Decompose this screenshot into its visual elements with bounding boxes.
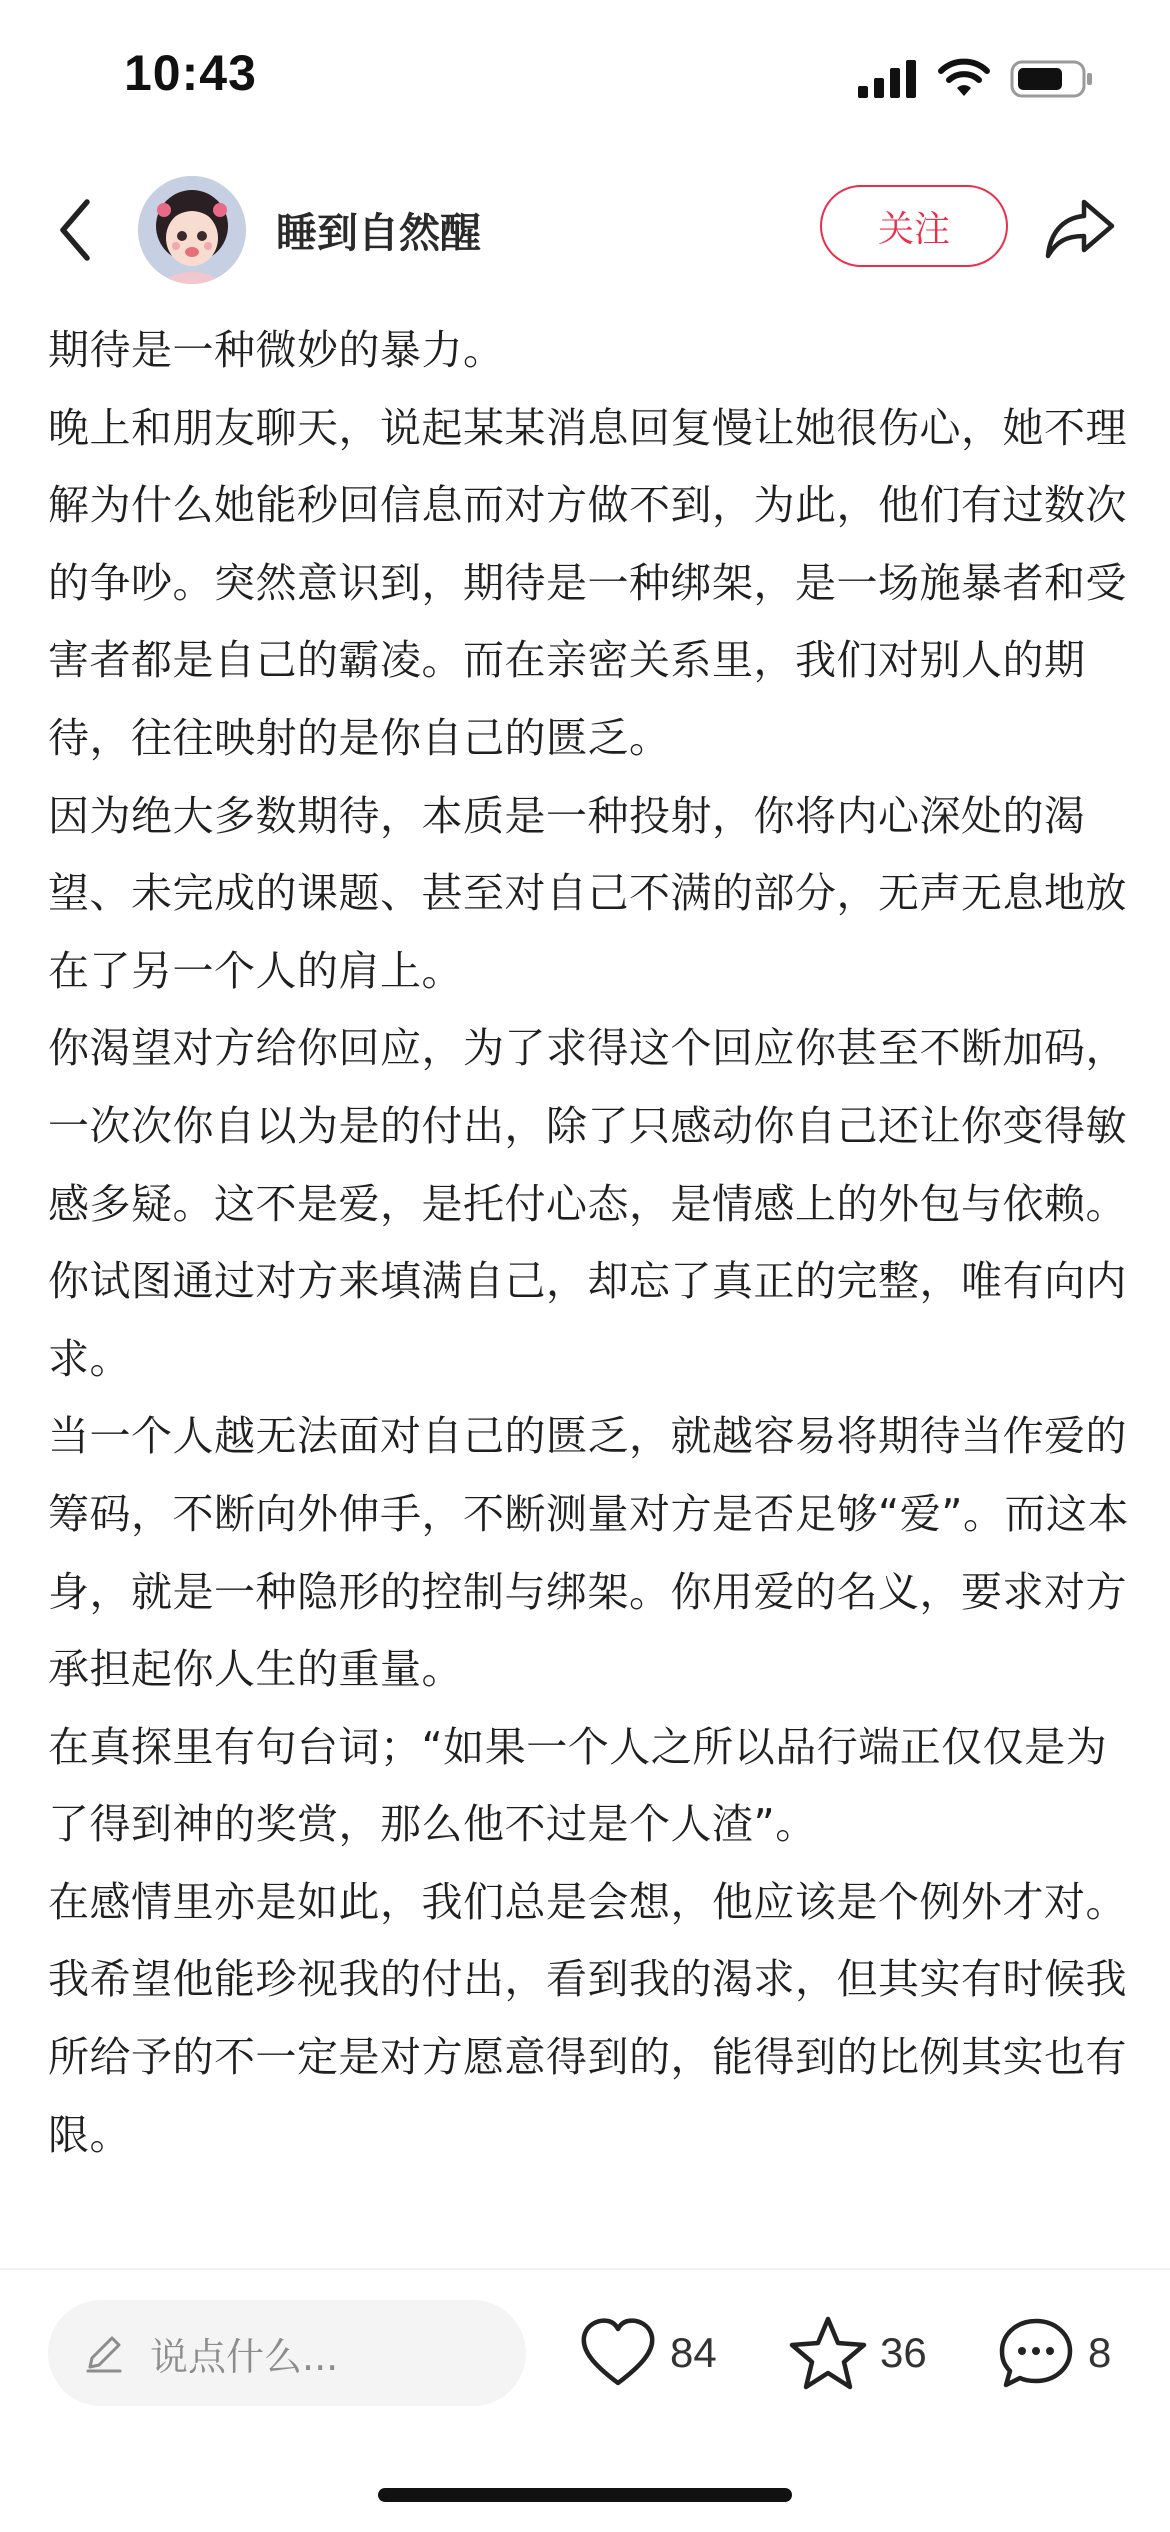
share-arrow-icon — [1044, 196, 1116, 260]
star-icon — [788, 2315, 868, 2391]
follow-button[interactable]: 关注 — [820, 185, 1008, 267]
speech-bubble-icon — [996, 2315, 1076, 2391]
paragraph: 当一个人越无法面对自己的匮乏，就越容易将期待当作爱的筹码，不断向外伸手，不断测量对方是否足够“爱”。而这本身，就是一种隐形的控制与绑架。你用爱的名义，要求对方承担起你人生的重量。 — [48, 1412, 1129, 1694]
pencil-icon — [82, 2331, 126, 2375]
avatar-illustration — [138, 176, 246, 284]
wifi-icon — [938, 56, 990, 100]
username[interactable]: 睡到自然醒 — [276, 209, 481, 257]
like-button[interactable] — [578, 2308, 717, 2398]
paragraph: 你渴望对方给你回应，为了求得这个回应你甚至不断加码，一次次你自以为是的付出，除了只感动你自己还让你变得敏感多疑。这不是爱，是托付心态，是情感上的外包与依赖。你试图通过对方来填满自己，却忘了真正的完整，唯有向内求。 — [48, 1024, 1127, 1383]
comment-button[interactable] — [996, 2308, 1111, 2398]
comment-input[interactable] — [48, 2300, 526, 2406]
paragraph: 期待是一种微妙的暴力。 — [48, 326, 505, 374]
bottom-bar-divider — [0, 2268, 1170, 2270]
paragraph: 因为绝大多数期待，本质是一种投射，你将内心深处的渴望、未完成的课题、甚至对自己不满的部分，无声无息地放在了另一个人的肩上。 — [48, 791, 1127, 995]
like-count: 84 — [670, 2329, 717, 2376]
back-button[interactable] — [40, 190, 110, 270]
chevron-left-icon — [55, 198, 95, 262]
avatar[interactable] — [138, 176, 246, 284]
paragraph: 晚上和朋友聊天，说起某某消息回复慢让她很伤心，她不理解为什么她能秒回信息而对方做不到，为此，他们有过数次的争吵。突然意识到，期待是一种绑架，是一场施暴者和受害者都是自己的霸凌。而在亲密关系里，我们对别人的期待，往往映射的是你自己的匮乏。 — [48, 403, 1127, 762]
post-header — [0, 160, 1170, 300]
heart-icon — [578, 2317, 658, 2389]
paragraph: 在真探里有句台词；“如果一个人之所以品行端正仅仅是为了得到神的奖赏，那么他不过是个人渣”。 — [48, 1722, 1108, 1849]
battery-icon — [1010, 58, 1094, 100]
share-button[interactable] — [1040, 188, 1120, 268]
comment-placeholder: 说点什么... — [150, 2334, 339, 2379]
status-time: 10:43 — [124, 45, 257, 101]
status-bar — [0, 0, 1170, 150]
cellular-signal-icon — [856, 58, 918, 100]
favorite-count: 36 — [880, 2329, 927, 2376]
favorite-button[interactable] — [788, 2308, 927, 2398]
home-indicator[interactable] — [378, 2488, 792, 2502]
comment-count: 8 — [1088, 2329, 1112, 2376]
post-content — [48, 312, 1138, 2174]
paragraph: 在感情里亦是如此，我们总是会想，他应该是个例外才对。我希望他能珍视我的付出，看到我的渴求，但其实有时候我所给予的不一定是对方愿意得到的，能得到的比例其实也有限。 — [48, 1877, 1127, 2159]
